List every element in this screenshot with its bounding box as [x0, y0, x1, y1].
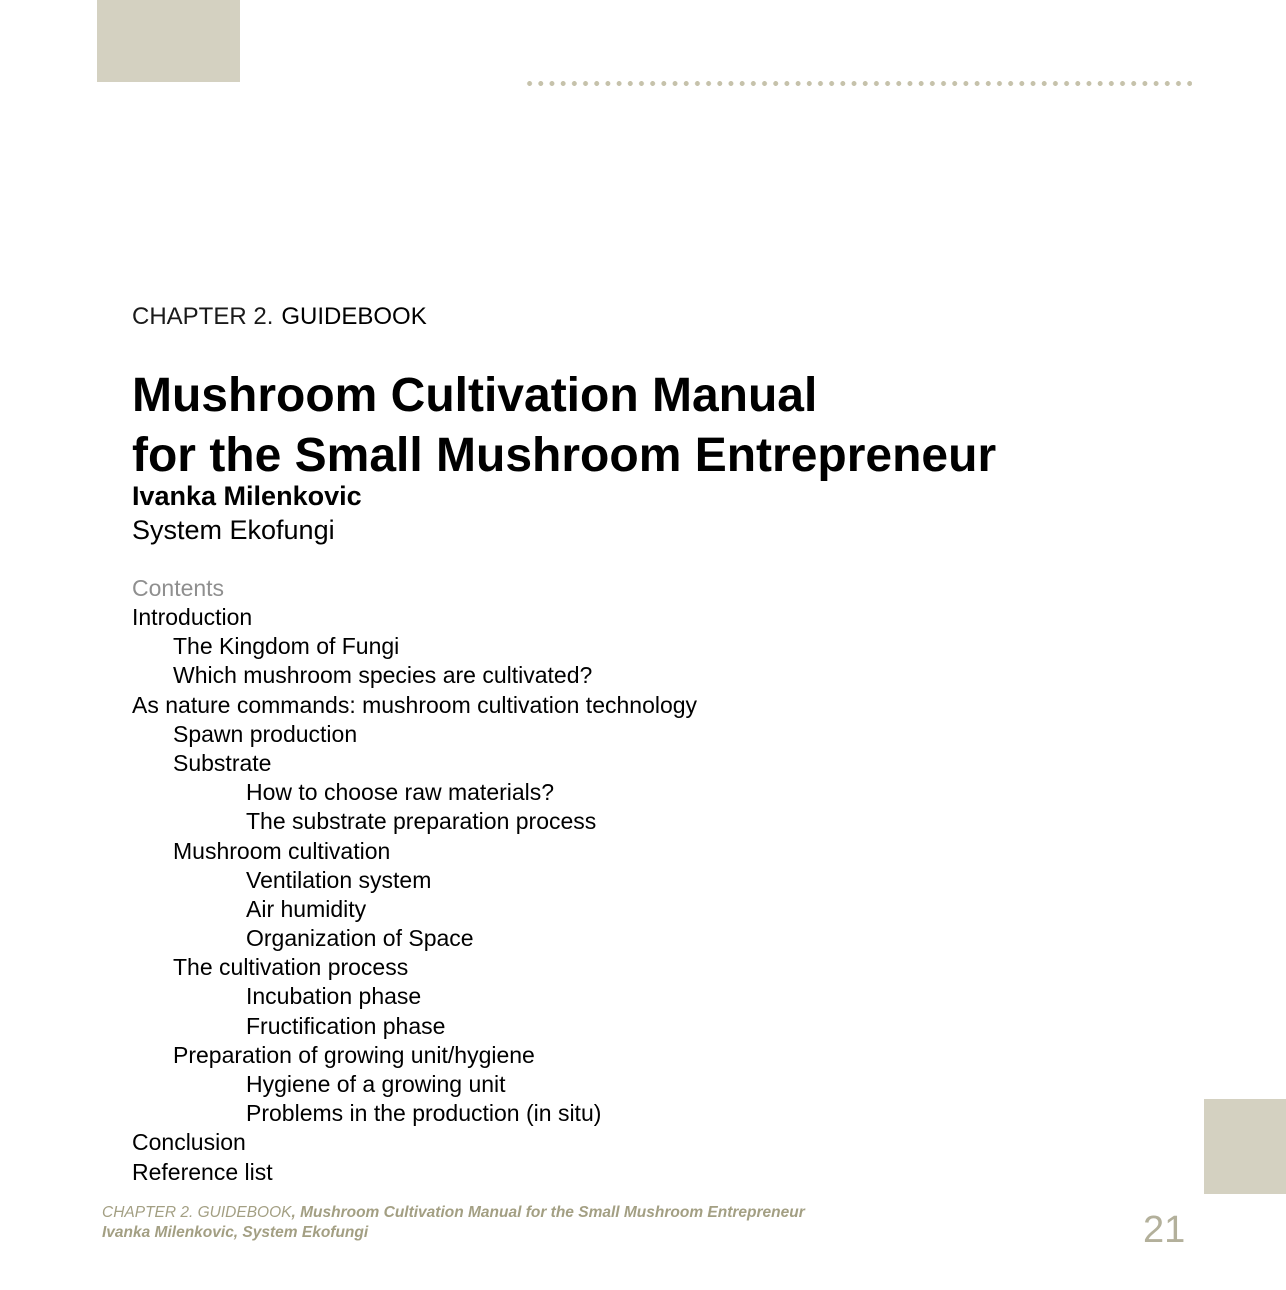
toc-item: Spawn production [173, 720, 358, 747]
footer-line-2: Ivanka Milenkovic, System Ekofungi [102, 1224, 369, 1241]
chapter-header [132, 302, 427, 332]
table-of-contents [132, 603, 697, 1187]
toc-item: Hygiene of a growing unit [246, 1071, 506, 1097]
toc-item: Incubation phase [246, 983, 422, 1010]
decorative-corner-block-top [97, 0, 240, 82]
page-number: 21 [1143, 1209, 1186, 1251]
contents-heading: Contents [132, 575, 225, 601]
decorative-corner-block-bottom [1204, 1099, 1286, 1194]
toc-item: Problems in the production (in situ) [246, 1100, 602, 1127]
running-footer [102, 1203, 805, 1243]
toc-item: How to choose raw materials? [246, 779, 555, 806]
chapter-label: CHAPTER 2. [132, 303, 274, 330]
title-line-2: for the Small Mushroom Entrepreneur [132, 429, 997, 482]
toc-item: The Kingdom of Fungi [173, 633, 400, 660]
toc-item: The substrate preparation process [246, 808, 597, 835]
toc-item: Organization of Space [246, 925, 474, 952]
toc-item: Introduction [132, 604, 253, 630]
footer-chapter: CHAPTER 2. GUIDEBOOK [102, 1204, 292, 1221]
document-title [132, 366, 996, 486]
organization-name: System Ekofungi [132, 515, 335, 545]
dotted-divider [524, 80, 1192, 87]
toc-item: Ventilation system [246, 866, 432, 893]
toc-item: The cultivation process [173, 954, 409, 981]
toc-item: Conclusion [132, 1129, 246, 1156]
chapter-name: GUIDEBOOK [281, 303, 427, 330]
toc-item: Fructification phase [246, 1012, 446, 1039]
footer-line-1 [102, 1203, 805, 1223]
toc-item: As nature commands: mushroom cultivation technology [132, 691, 698, 718]
toc-item: Substrate [173, 749, 272, 776]
toc-item: Mushroom cultivation [173, 837, 391, 864]
toc-item: Which mushroom species are cultivated? [173, 662, 593, 689]
toc-item: Reference list [132, 1158, 273, 1185]
toc-item: Preparation of growing unit/hygiene [173, 1041, 535, 1068]
footer-title: , Mushroom Cultivation Manual for the Small Mushroom Entrepreneur [291, 1204, 805, 1221]
title-line-1: Mushroom Cultivation Manual [132, 369, 818, 422]
author-name: Ivanka Milenkovic [132, 481, 362, 511]
toc-item: Air humidity [246, 895, 367, 922]
